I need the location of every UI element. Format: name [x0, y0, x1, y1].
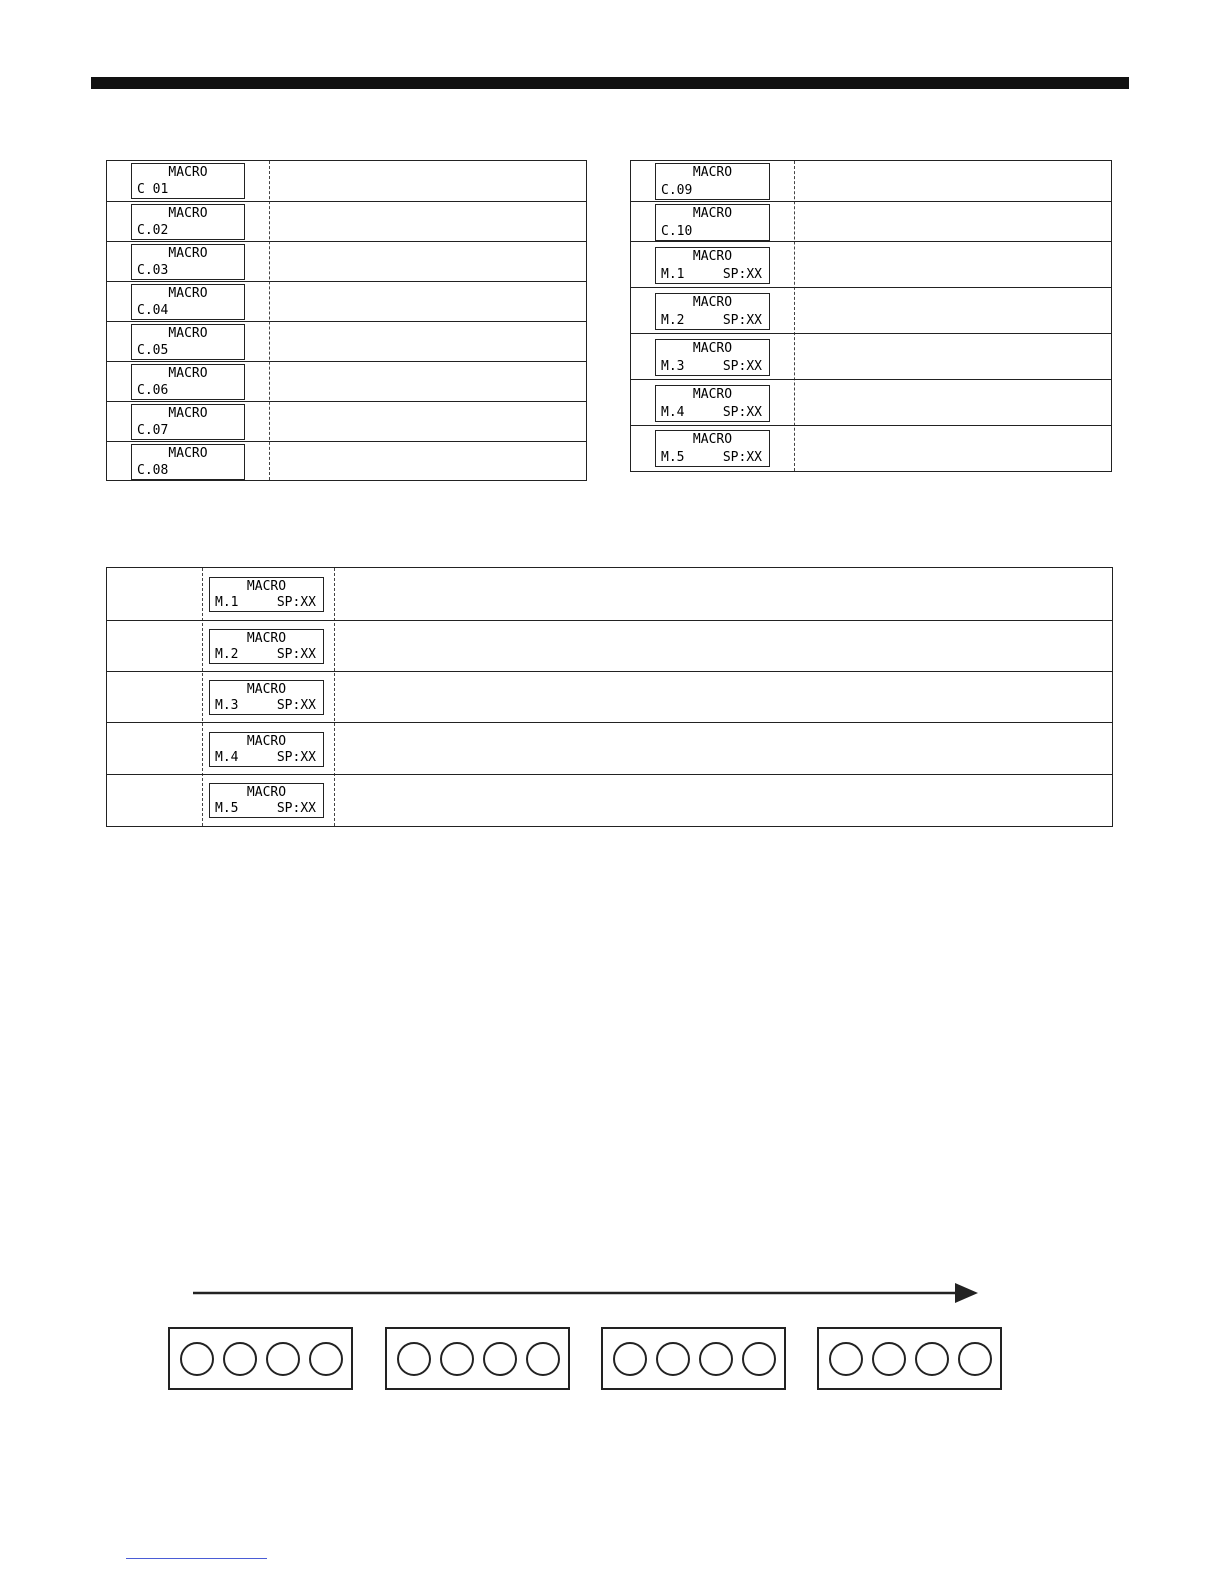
lcd-macro-id: C.06 [137, 383, 169, 398]
lcd-display [209, 732, 324, 767]
lcd-display [131, 364, 245, 400]
lcd-macro-id: M.4 [215, 750, 239, 765]
lcd-line-1: MACRO [168, 286, 208, 301]
lcd-display [131, 404, 245, 440]
lcd-macro-id: M.3 [215, 698, 239, 713]
circle-icon [440, 1342, 474, 1376]
lcd-macro-id: C 01 [137, 182, 169, 197]
lcd-display [655, 385, 770, 422]
lcd-line-1: MACRO [692, 165, 733, 180]
table-row [631, 201, 1111, 241]
circle-icon [309, 1342, 343, 1376]
lcd-line-1: MACRO [168, 246, 208, 261]
lcd-macro-id: M.1 [661, 267, 685, 282]
table-row [631, 241, 1111, 287]
circle-icon [223, 1342, 257, 1376]
circle-group [385, 1327, 570, 1390]
lcd-speed: SP:XX [722, 450, 762, 465]
table-row [107, 774, 1112, 825]
lcd-macro-id: C.09 [661, 183, 693, 198]
direction-arrow [190, 1280, 980, 1308]
footer-link-line [126, 1558, 267, 1559]
circle-icon [958, 1342, 992, 1376]
lcd-speed: SP:XX [276, 647, 316, 662]
lcd-line-1: MACRO [692, 387, 733, 402]
circle-icon [915, 1342, 949, 1376]
circle-group [168, 1327, 353, 1390]
circle-icon [483, 1342, 517, 1376]
lcd-macro-id: C.07 [137, 423, 169, 438]
lcd-display [655, 247, 770, 284]
lcd-macro-id: M.2 [215, 647, 239, 662]
lcd-display [655, 293, 770, 330]
macro-table-left [106, 160, 587, 481]
lcd-line-1: MACRO [246, 579, 287, 594]
circle-icon [526, 1342, 560, 1376]
table-row [107, 161, 586, 201]
header-rule [91, 77, 1129, 89]
lcd-speed: SP:XX [722, 267, 762, 282]
lcd-macro-id: C.02 [137, 223, 169, 238]
circle-icon [266, 1342, 300, 1376]
arrow-head [955, 1283, 978, 1303]
lcd-speed: SP:XX [276, 750, 316, 765]
lcd-macro-id: C.08 [137, 463, 169, 478]
lcd-line-1: MACRO [168, 406, 208, 421]
lcd-display [209, 783, 324, 818]
lcd-macro-id: M.1 [215, 595, 239, 610]
circle-icon [872, 1342, 906, 1376]
lcd-display [209, 629, 324, 664]
table-row [107, 620, 1112, 671]
lcd-line-1: MACRO [168, 165, 208, 180]
circle-icon [180, 1342, 214, 1376]
table-row [107, 671, 1112, 722]
lcd-speed: SP:XX [722, 405, 762, 420]
lcd-macro-id: M.5 [215, 801, 239, 816]
lcd-display [209, 577, 324, 612]
lcd-line-1: MACRO [692, 249, 733, 264]
lcd-line-1: MACRO [246, 631, 287, 646]
table-row [107, 281, 586, 321]
lcd-line-1: MACRO [168, 366, 208, 381]
table-row [107, 401, 586, 441]
lcd-speed: SP:XX [276, 595, 316, 610]
lcd-line-1: MACRO [246, 785, 287, 800]
table-row [631, 287, 1111, 333]
table-row [631, 161, 1111, 201]
table-row [631, 425, 1111, 470]
lcd-macro-id: M.3 [661, 359, 685, 374]
table-row [631, 379, 1111, 425]
table-row [107, 241, 586, 281]
lcd-macro-id: M.4 [661, 405, 685, 420]
circle-icon [397, 1342, 431, 1376]
lcd-display [209, 680, 324, 715]
lcd-macro-id: C.05 [137, 343, 169, 358]
lcd-line-1: MACRO [168, 446, 208, 461]
lcd-line-1: MACRO [692, 432, 733, 447]
circle-icon [742, 1342, 776, 1376]
lcd-display [131, 284, 245, 320]
lcd-display [655, 339, 770, 376]
table-row [107, 321, 586, 361]
table-row [107, 722, 1112, 774]
lcd-line-1: MACRO [692, 206, 733, 221]
lcd-line-1: MACRO [168, 206, 208, 221]
lcd-line-1: MACRO [692, 295, 733, 310]
table-row [631, 333, 1111, 379]
lcd-line-1: MACRO [692, 341, 733, 356]
table-row [107, 441, 586, 480]
lcd-display [655, 204, 770, 241]
lcd-macro-id: M.5 [661, 450, 685, 465]
lcd-macro-id: C.03 [137, 263, 169, 278]
circle-icon [829, 1342, 863, 1376]
lcd-display [131, 444, 245, 480]
lcd-line-1: MACRO [246, 734, 287, 749]
lcd-display [131, 204, 245, 240]
circle-group [601, 1327, 786, 1390]
lcd-speed: SP:XX [722, 313, 762, 328]
circle-icon [699, 1342, 733, 1376]
lcd-display [655, 430, 770, 467]
lcd-speed: SP:XX [276, 698, 316, 713]
circle-icon [613, 1342, 647, 1376]
lcd-display [131, 244, 245, 280]
table-row [107, 568, 1112, 620]
lcd-line-1: MACRO [168, 326, 208, 341]
macro-table-wide [106, 567, 1113, 827]
lcd-display [131, 324, 245, 360]
lcd-speed: SP:XX [276, 801, 316, 816]
lcd-display [131, 163, 245, 199]
circle-group [817, 1327, 1002, 1390]
lcd-macro-id: C.04 [137, 303, 169, 318]
lcd-display [655, 163, 770, 200]
lcd-speed: SP:XX [722, 359, 762, 374]
lcd-macro-id: M.2 [661, 313, 685, 328]
lcd-line-1: MACRO [246, 682, 287, 697]
circle-icon [656, 1342, 690, 1376]
table-row [107, 201, 586, 241]
lcd-macro-id: C.10 [661, 224, 693, 239]
macro-table-right [630, 160, 1112, 472]
table-row [107, 361, 586, 401]
